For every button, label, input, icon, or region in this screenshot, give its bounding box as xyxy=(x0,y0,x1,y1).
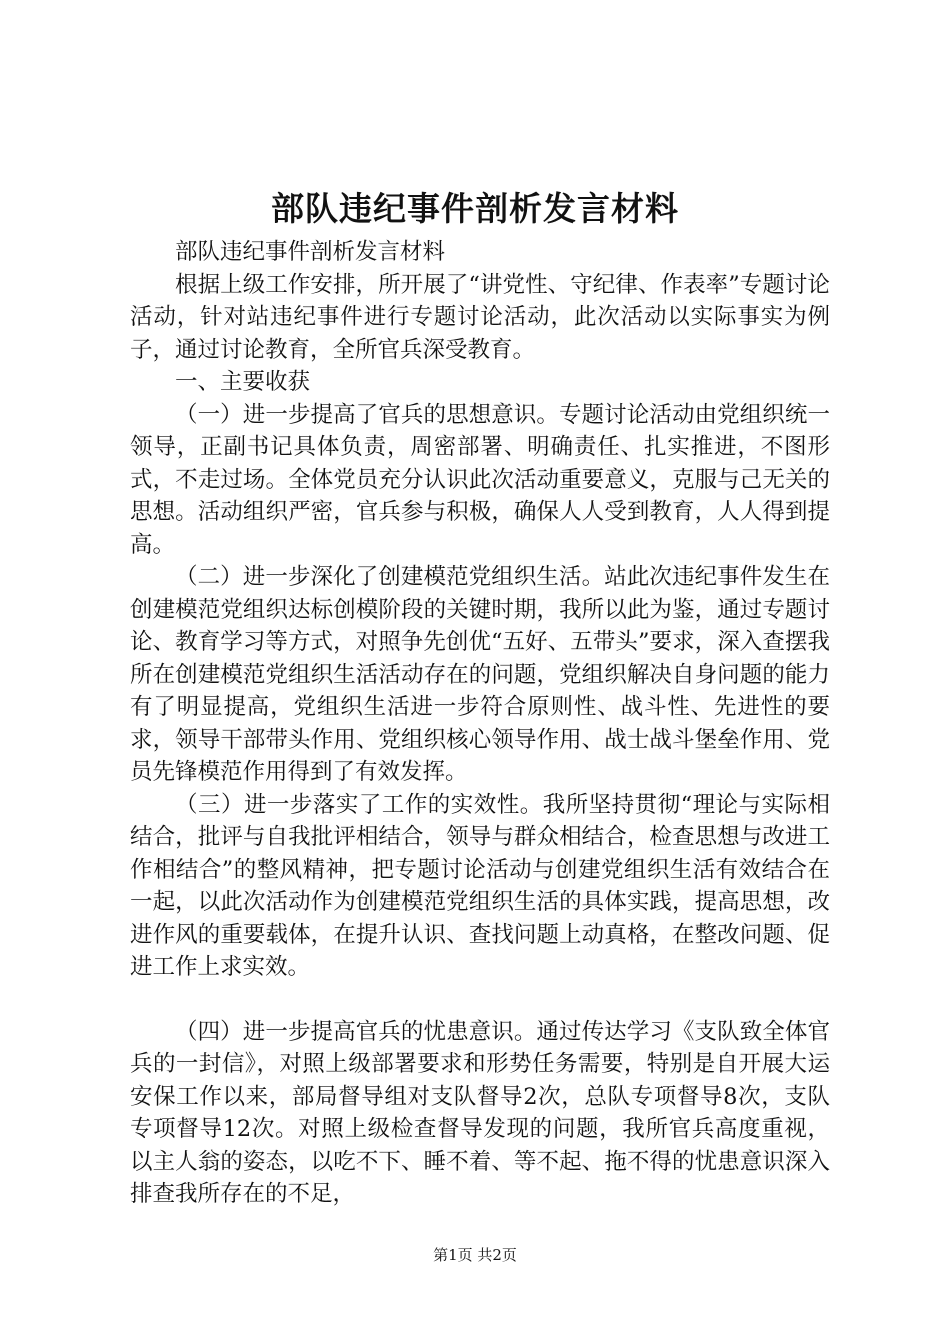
subtitle-paragraph: 部队违纪事件剖析发言材料 xyxy=(175,239,446,265)
paragraph-item-1: （一）进一步提高了官兵的思想意识。专题讨论活动由党组织统一领导，正副书记具体负责，周密部署、明确责任、扎实推进，不图形式，不走过场。全体党员充分认识此次活动重要意义，克服与己无关的思想。活动组织严密，官兵参与积极，确保人人受到教育，人人得到提高。 xyxy=(130,401,830,558)
document-title: 部队违纪事件剖析发言材料 xyxy=(271,189,679,228)
section-heading: 一、主要收获 xyxy=(175,369,311,395)
page-footer: 第1页 共2页 xyxy=(433,1246,517,1264)
paragraph-item-2: （二）进一步深化了创建模范党组织生活。站此次违纪事件发生在创建模范党组织达标创模阶段的关键时期，我所以此为鉴，通过专题讨论、教育学习等方式，对照争先创优“五好、五带头”要求，深入查摆我所在创建模范党组织生活活动存在的问题，党组织解决自身问题的能力有了明显提高，党组织生活进一步符合原则性、战斗性、先进性的要求，领导干部带头作用、党组织核心领导作用、战士战斗堡垒作用、党员先锋模范作用得到了有效发挥。 xyxy=(130,564,830,785)
paragraph-item-3: （三）进一步落实了工作的实效性。我所坚持贯彻“理论与实际相结合，批评与自我批评相结合，领导与群众相结合，检查思想与改进工作相结合”的整风精神，把专题讨论活动与创建党组织生活有效结合在一起，以此次活动作为创建模范党组织生活的具体实践，提高思想，改进作风的重要载体，在提升认识、查找问题上动真格，在整改问题、促进工作上求实效。 xyxy=(130,791,830,980)
paragraph-item-4: （四）进一步提高官兵的忧患意识。通过传达学习《支队致全体官兵的一封信》，对照上级部署要求和形势任务需要，特别是自开展大运安保工作以来，部局督导组对支队督导2次，总队专项督导8次，支队专项督导12次。对照上级检查督导发现的问题，我所官兵高度重视，以主人翁的姿态，以吃不下、睡不着、等不起、拖不得的忧患意识深入排查我所存在的不足， xyxy=(130,1018,830,1207)
intro-paragraph: 根据上级工作安排，所开展了“讲党性、守纪律、作表率”专题讨论活动，针对站违纪事件进行专题讨论活动，此次活动以实际事实为例子，通过讨论教育，全所官兵深受教育。 xyxy=(130,271,830,363)
document-body xyxy=(130,236,830,1211)
